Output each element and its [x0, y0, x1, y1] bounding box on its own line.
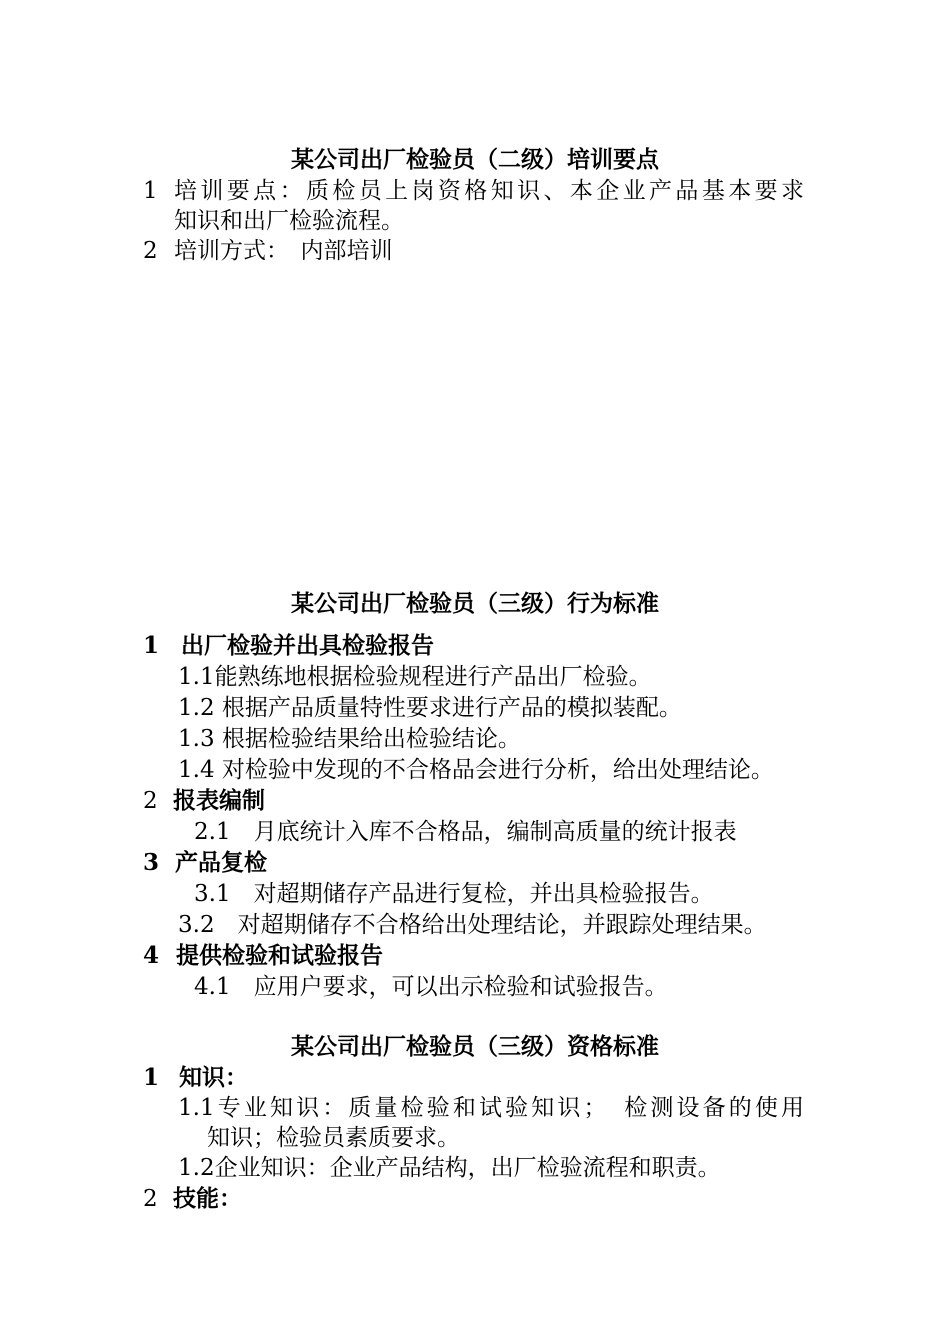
- section2-item-3-2: 3.2 对超期储存不合格给出处理结论，并跟踪处理结果。: [178, 912, 767, 938]
- section2-group4-number: 4: [143, 942, 160, 969]
- section2-item-2-1: 2.1 月底统计入库不合格品，编制高质量的统计报表: [194, 819, 737, 845]
- section3-item-1-1-line1: 1.1专业知识：质量检验和试验知识； 检测设备的使用: [178, 1095, 804, 1121]
- section1-item1-line2: 知识和出厂检验流程。: [174, 208, 404, 234]
- section2-group4-heading: 提供检验和试验报告: [176, 942, 383, 969]
- section1-title: 某公司出厂检验员（二级）培训要点: [291, 146, 659, 173]
- section2-group2-heading: 报表编制: [173, 787, 265, 814]
- section2-title: 某公司出厂检验员（三级）行为标准: [291, 590, 659, 617]
- section2-item-1-4: 1.4 对检验中发现的不合格品会进行分析，给出处理结论。: [178, 757, 774, 783]
- section2-item-4-1: 4.1 应用户要求，可以出示检验和试验报告。: [194, 974, 668, 1000]
- section2-group2-number: 2: [143, 788, 158, 814]
- section2-group1-heading: 出厂检验并出具检验报告: [181, 632, 434, 659]
- section3-group2-heading: 技能：: [173, 1185, 242, 1212]
- section2-item-1-3: 1.3 根据检验结果给出检验结论。: [178, 726, 521, 752]
- section2-group3-heading: 产品复检: [175, 849, 267, 876]
- section3-group2-number: 2: [143, 1186, 158, 1212]
- section2-item-1-1: 1.1能熟练地根据检验规程进行产品出厂检验。: [178, 664, 652, 690]
- section2-item-3-1: 3.1 对超期储存产品进行复检，并出具检验报告。: [194, 881, 714, 907]
- section1-item2-line: 培训方式： 内部培训: [174, 238, 393, 264]
- section2-group3-number: 3: [143, 849, 160, 876]
- section3-group1-number: 1: [143, 1064, 160, 1091]
- section2-group1-number: 1: [143, 632, 160, 659]
- section1-item2-number: 2: [143, 238, 158, 264]
- section3-item-1-1-line2: 知识；检验员素质要求。: [207, 1125, 460, 1151]
- section3-title: 某公司出厂检验员（三级）资格标准: [291, 1033, 659, 1060]
- section1-item1-line1: 培训要点：质检员上岗资格知识、本企业产品基本要求: [174, 178, 804, 204]
- section3-item-1-2: 1.2企业知识：企业产品结构，出厂检验流程和职责。: [178, 1155, 721, 1181]
- section3-group1-heading: 知识：: [179, 1064, 248, 1091]
- section1-item1-number: 1: [143, 178, 158, 204]
- section2-item-1-2: 1.2 根据产品质量特性要求进行产品的模拟装配。: [178, 695, 682, 721]
